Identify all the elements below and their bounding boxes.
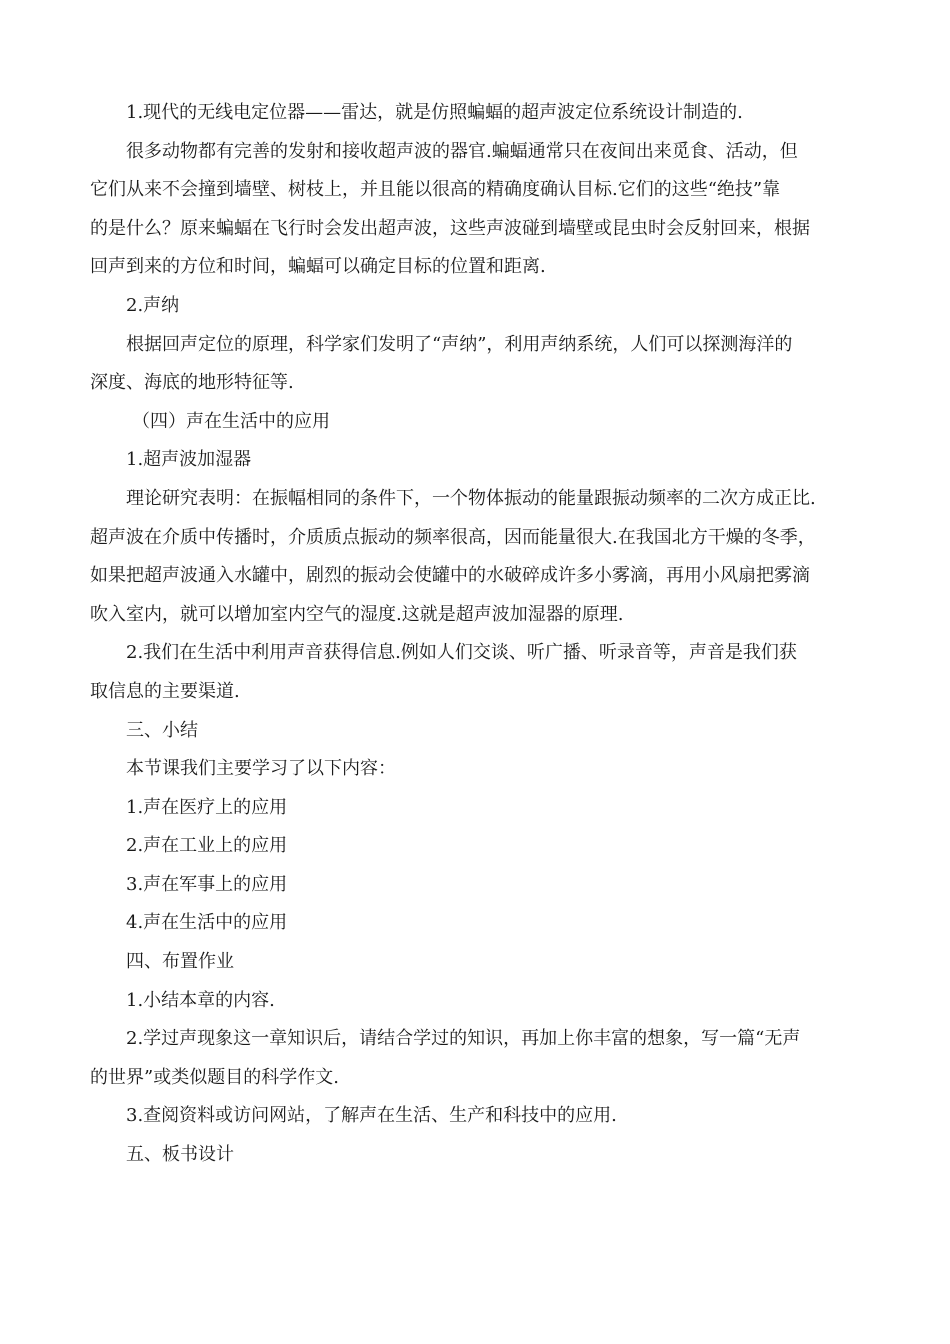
text-line: 理论研究表明：在振幅相同的条件下，一个物体振动的能量跟振动频率的二次方成正比. — [126, 487, 816, 509]
text-line: 如果把超声波通入水罐中，剧烈的振动会使罐中的水破碎成许多小雾滴，再用小风扇把雾滴 — [90, 565, 810, 587]
list-item: 3.查阅资料或访问网站，了解声在生活、生产和科技中的应用. — [126, 1105, 617, 1127]
text-line: 吹入室内，就可以增加室内空气的湿度.这就是超声波加湿器的原理. — [90, 603, 624, 625]
text-line: 1.现代的无线电定位器——雷达，就是仿照蝙蝠的超声波定位系统设计制造的. — [126, 102, 743, 123]
text-line: 本节课我们主要学习了以下内容： — [126, 758, 396, 780]
list-item: 3.声在军事上的应用 — [126, 873, 288, 895]
document-page — [90, 94, 862, 1175]
text-line: 的是什么？原来蝙蝠在飞行时会发出超声波，这些声波碰到墙壁或昆虫时会反射回来，根据 — [90, 217, 810, 239]
text-line: 回声到来的方位和时间，蝙蝠可以确定目标的位置和距离. — [90, 256, 546, 278]
text-line: 很多动物都有完善的发射和接收超声波的器官.蝙蝠通常只在夜间出来觅食、活动，但 — [126, 140, 798, 162]
text-line: 1.超声波加湿器 — [126, 449, 252, 471]
text-line: 的世界”或类似题目的科学作文. — [90, 1066, 339, 1088]
section-heading: 四、布置作业 — [126, 951, 234, 973]
text-line: 2.声纳 — [126, 294, 180, 316]
text-line: 深度、海底的地形特征等. — [90, 372, 294, 394]
list-item: 4.声在生活中的应用 — [126, 912, 288, 934]
section-heading: （四）声在生活中的应用 — [132, 410, 330, 432]
text-line: 超声波在介质中传播时，介质质点振动的频率很高，因而能量很大.在我国北方干燥的冬季， — [90, 526, 816, 548]
text-line: 2.我们在生活中利用声音获得信息.例如人们交谈、听广播、听录音等，声音是我们获 — [126, 642, 797, 664]
list-item: 2.学过声现象这一章知识后，请结合学过的知识，再加上你丰富的想象，写一篇“无声 — [126, 1028, 801, 1050]
text-line: 根据回声定位的原理，科学家们发明了“声纳”，利用声纳系统，人们可以探测海洋的 — [126, 333, 793, 355]
text-line: 它们从来不会撞到墙壁、树枝上，并且能以很高的精确度确认目标.它们的这些“绝技”靠 — [90, 179, 781, 201]
list-item: 2.声在工业上的应用 — [126, 835, 288, 857]
section-heading: 三、小结 — [126, 719, 198, 741]
section-heading: 五、板书设计 — [126, 1144, 234, 1166]
text-line: 取信息的主要渠道. — [90, 680, 240, 702]
list-item: 1.声在医疗上的应用 — [126, 796, 288, 818]
list-item: 1.小结本章的内容. — [126, 989, 275, 1011]
